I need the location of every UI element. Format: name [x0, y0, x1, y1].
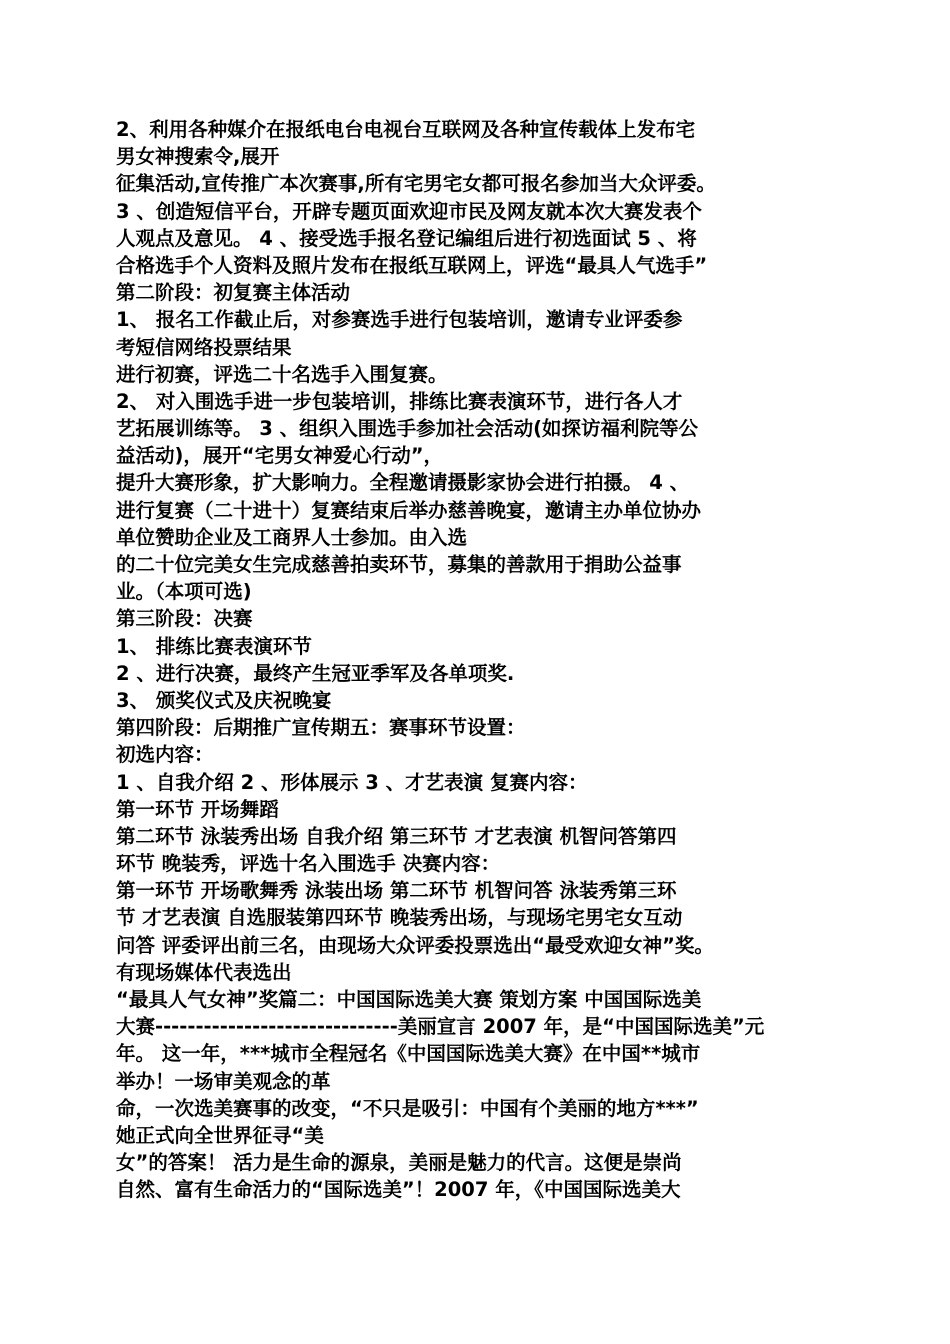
text-line: “最具人气女神”奖篇二：中国国际选美大赛 策划方案 中国国际选美 [116, 988, 702, 1011]
text-line: 3、 颁奖仪式及庆祝晚宴 [116, 688, 332, 712]
text-line: 第一环节 开场舞蹈 [116, 797, 279, 821]
text-line: 2 、进行决赛，最终产生冠亚季军及各单项奖. [116, 661, 515, 685]
text-line: 举办！一场审美观念的革 [116, 1069, 331, 1093]
text-line: 问答 评委评出前三名，由现场大众评委投票选出“最受欢迎女神”奖。 [116, 933, 714, 957]
text-line: 环节 晚装秀，评选十名入围选手 决赛内容： [116, 852, 501, 876]
text-line: 单位赞助企业及工商界人士参加。由入选 [116, 525, 468, 549]
text-line: 征集活动,宣传推广本次赛事,所有宅男宅女都可报名参加当大众评委。 [116, 172, 716, 196]
text-line: 大赛------------------------------美丽宣言 2007 年，是“中国国际选美”元 [116, 1015, 765, 1039]
text-line: 艺拓展训练等。 3 、组织入围选手参加社会活动(如探访福利院等公 [116, 417, 699, 441]
text-line: 1 、自我介绍 2 、形体展示 3 、才艺表演 复赛内容： [116, 770, 588, 794]
text-line: 第三阶段：决赛 [116, 607, 253, 631]
text-line: 人观点及意见。 4 、接受选手报名登记编组后进行初选面试 5 、将 [116, 226, 697, 250]
text-line: 节 才艺表演 自选服装第四环节 晚装秀出场，与现场宅男宅女互动 [116, 906, 683, 930]
text-line: 的二十位完美女生完成慈善拍卖环节，募集的善款用于捐助公益事 [116, 553, 682, 576]
text-line: 初选内容： [116, 743, 214, 767]
text-line: 进行复赛（二十进十）复赛结束后举办慈善晚宴，邀请主办单位协办 [116, 498, 702, 522]
text-line: 1、 排练比赛表演环节 [116, 634, 312, 658]
text-line: 她正式向全世界征寻“美 [116, 1123, 324, 1147]
text-line: 有现场媒体代表选出 [116, 960, 292, 984]
text-line: 进行初赛，评选二十名选手入围复赛。 [116, 362, 448, 386]
text-line: 第一环节 开场歌舞秀 泳装出场 第二环节 机智问答 泳装秀第三环 [116, 879, 677, 903]
text-line: 益活动)，展开“宅男女神爱心行动”， [116, 444, 444, 468]
text-line: 第二环节 泳装秀出场 自我介绍 第三环节 才艺表演 机智问答第四 [116, 824, 677, 848]
text-line: 第四阶段：后期推广宣传期五：赛事环节设置： [116, 716, 526, 740]
text-line: 第二阶段：初复赛主体活动 [116, 281, 351, 305]
text-line: 3 、创造短信平台，开辟专题页面欢迎市民及网友就本次大赛发表个 [116, 199, 702, 223]
text-line: 2、利用各种媒介在报纸电台电视台互联网及各种宣传载体上发布宅 [116, 118, 696, 141]
text-line: 合格选手个人资料及照片发布在报纸互联网上，评选“最具人气选手” [116, 253, 708, 277]
text-line: 命，一次选美赛事的改变，“不只是吸引：中国有个美丽的地方***” [116, 1096, 699, 1120]
text-line: 男女神搜索令,展开 [116, 145, 280, 169]
text-line: 女”的答案！ 活力是生命的源泉，美丽是魅力的代言。这便是崇尚 [116, 1151, 682, 1175]
text-line: 考短信网络投票结果 [116, 335, 292, 359]
text-line: 2、 对入围选手进一步包装培训，排练比赛表演环节，进行各人才 [116, 389, 683, 413]
text-line: 提升大赛形象，扩大影响力。全程邀请摄影家协会进行拍摄。 4 、 [116, 471, 690, 495]
text-line: 1、 报名工作截止后，对参赛选手进行包装培训，邀请专业评委参 [116, 308, 683, 332]
text-line: 自然、富有生命活力的“国际选美”！2007 年，《中国国际选美大 [116, 1178, 681, 1202]
document-body [116, 116, 836, 1204]
text-line: 业。（本项可选) [116, 580, 252, 604]
text-line: 年。 这一年，***城市全程冠名《中国国际选美大赛》在中国**城市 [116, 1042, 701, 1066]
